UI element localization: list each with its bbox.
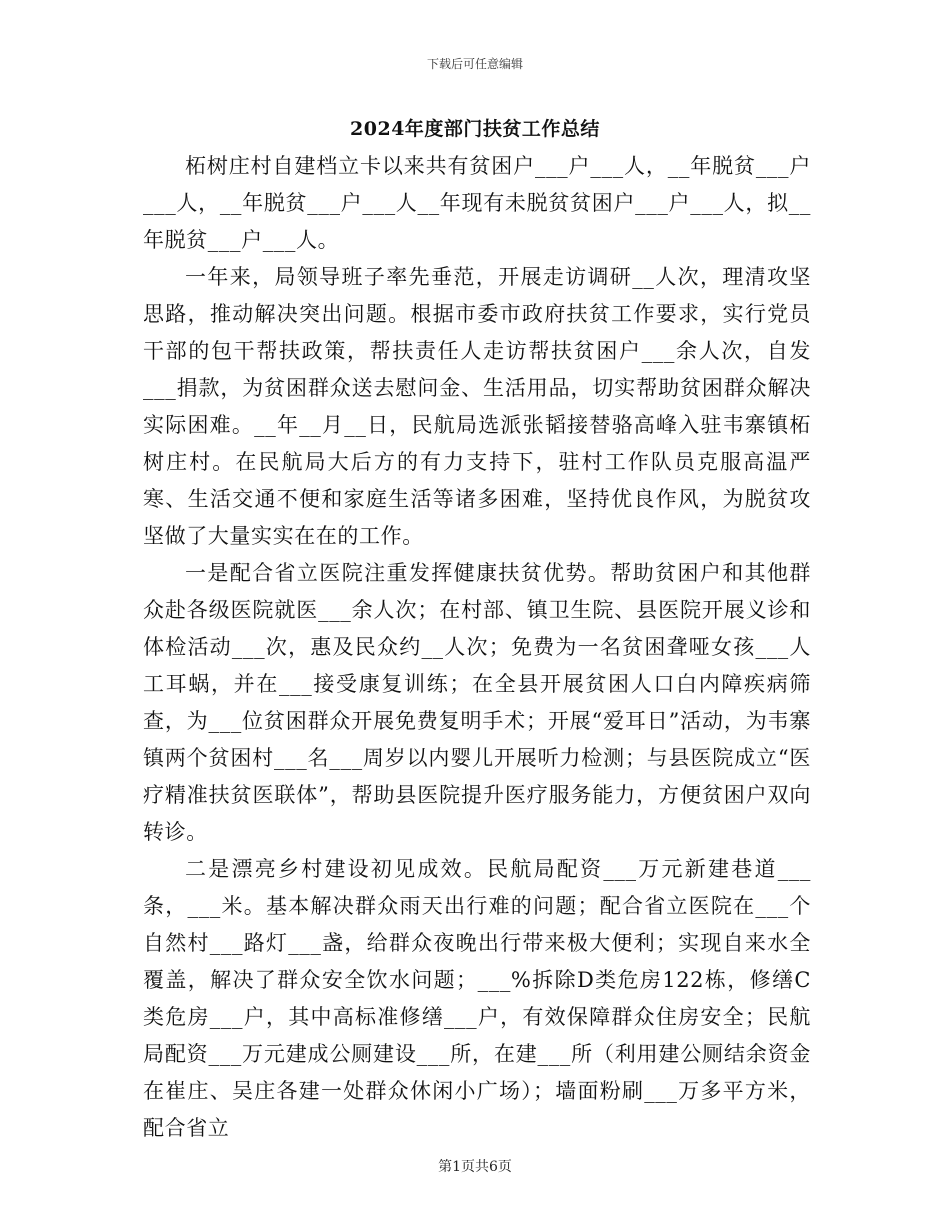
paragraph-4: 二是漂亮乡村建设初见成效。民航局配资___万元新建巷道___条，___米。基本解决群众雨天出行难的问题；配合省立医院在___个自然村___路灯___盏，给群众夜晚出行带来极大便利；实现自来水全覆盖，解决了群众安全饮水问题；___%拆除D类危房122栋，修缮C类危房___户，其中高标准修缮___户，有效保障群众住房安全；民航局配资___万元建成公厕建设___所，在建___所（利用建公厕结余资金在崔庄、吴庄各建一处群众休闲小广场）；墙面粉刷___万多平方米，配合省立: [143, 857, 811, 1140]
header-note: 下载后可任意编辑: [426, 57, 523, 71]
paragraph-3: 一是配合省立医院注重发挥健康扶贫优势。帮助贫困户和其他群众赴各级医院就医___余人次；在村部、镇卫生院、县医院开展义诊和体检活动___次，惠及民众约__人次；免费为一名贫困聋哑女孩___人工耳蜗，并在___接受康复训练；在全县开展贫困人口白内障疾病筛查，为___位贫困群众开展免费复明手术；开展“爱耳日”活动，为韦寨镇两个贫困村___名___周岁以内婴儿开展听力检测；与县医院成立“医疗精准扶贫医联体”，帮助县医院提升医疗服务能力，方便贫困户双向转诊。: [143, 561, 811, 844]
document-body: [143, 148, 811, 1147]
document-title: 2024年度部门扶贫工作总结: [350, 118, 600, 140]
paragraph-2: 一年来，局领导班子率先垂范，开展走访调研__人次，理清攻坚思路，推动解决突出问题。根据市委市政府扶贫工作要求，实行党员干部的包干帮扶政策，帮扶责任人走访帮扶贫困户___余人次，自发___捐款，为贫困群众送去慰问金、生活用品，切实帮助贫困群众解决实际困难。__年__月__日，民航局选派张韬接替骆高峰入驻韦寨镇柘树庄村。在民航局大后方的有力支持下，驻村工作队员克服高温严寒、生活交通不便和家庭生活等诸多困难，坚持优良作风，为脱贫攻坚做了大量实实在在的工作。: [143, 265, 811, 548]
page-number: 第1页共6页: [438, 1159, 512, 1175]
paragraph-1: 柘树庄村自建档立卡以来共有贫困户___户___人，__年脱贫___户___人，__年脱贫___户___人__年现有未脱贫贫困户___户___人，拟__年脱贫___户___人。: [143, 154, 811, 252]
